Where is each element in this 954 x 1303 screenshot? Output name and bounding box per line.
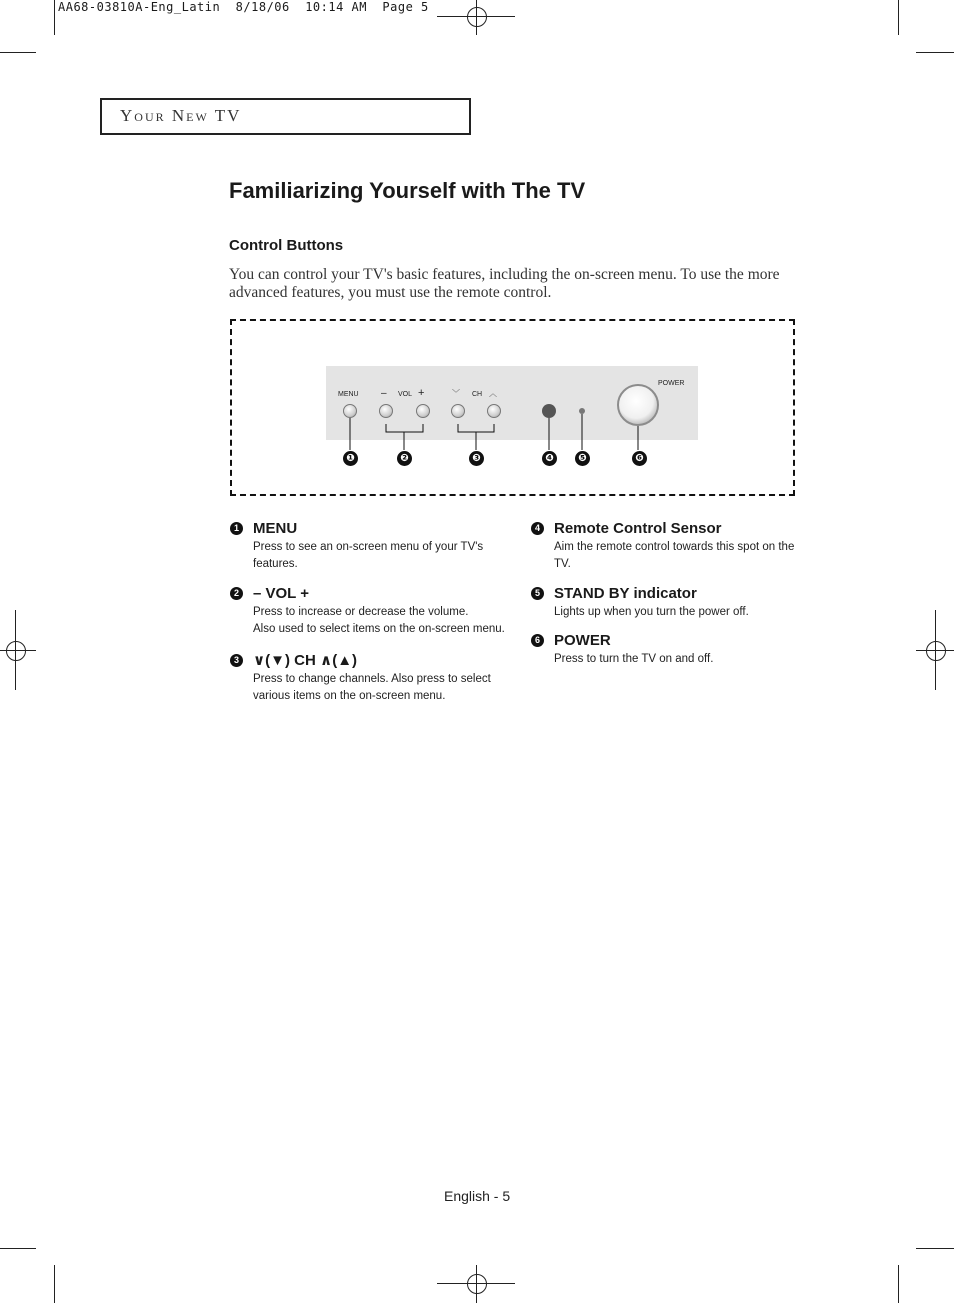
item-volume (230, 585, 520, 637)
power-label: POWER (658, 380, 685, 387)
vol-minus-label: – (381, 388, 387, 399)
item-title: POWER (554, 632, 611, 649)
item-number: 2 (230, 587, 243, 600)
item-number: 5 (531, 587, 544, 600)
item-description: Press to turn the TV on and off. (554, 653, 714, 665)
callout-4: ❹ (542, 451, 557, 466)
item-title: Remote Control Sensor (554, 520, 722, 537)
item-channel (230, 651, 500, 704)
menu-label: MENU (338, 391, 359, 398)
intro-paragraph: You can control your TV's basic features, including the on-screen menu. To use the more advanced features, you must use the remote control. (229, 266, 780, 301)
callout-3: ❸ (469, 451, 484, 466)
item-power (531, 632, 801, 668)
callout-1: ❶ (343, 451, 358, 466)
item-description: Press to increase or decrease the volume. Also used to select items on the on-screen menu. (253, 606, 505, 635)
item-description: Press to change channels. Also press to select various items on the on-screen menu. (253, 673, 491, 702)
item-description: Aim the remote control towards this spot on the TV. (554, 541, 795, 570)
page-title: Familiarizing Yourself with The TV (229, 178, 586, 203)
print-header: AA68-03810A-Eng_Latin 8/18/06 10:14 AM Page 5 (58, 0, 429, 14)
item-number: 4 (531, 522, 544, 535)
item-remote-sensor (531, 520, 816, 572)
callout-6: ❻ (632, 451, 647, 466)
item-title: STAND BY indicator (554, 585, 697, 602)
ch-up-label: ︿ (489, 389, 497, 398)
ch-label: CH (472, 391, 483, 398)
callout-5: ❺ (575, 451, 590, 466)
item-description: Press to see an on-screen menu of your TV's features. (253, 541, 484, 570)
vol-label: VOL (398, 391, 413, 398)
item-title: MENU (253, 520, 298, 537)
page-footer: English - 5 (444, 1188, 511, 1204)
control-buttons-heading: Control Buttons (229, 237, 344, 254)
section-title: Your New TV (120, 106, 242, 125)
item-number: 3 (230, 654, 243, 667)
callout-2: ❷ (397, 451, 412, 466)
item-number: 6 (531, 634, 544, 647)
item-menu (230, 520, 500, 572)
item-title: ∨(▼) CH ∧(▲) (253, 652, 358, 669)
item-number: 1 (230, 522, 243, 535)
item-standby (531, 585, 801, 621)
item-description: Lights up when you turn the power off. (554, 606, 749, 618)
item-title: – VOL + (253, 585, 310, 602)
vol-plus-label: + (418, 387, 425, 399)
ch-down-label: ﹀ (452, 389, 460, 398)
